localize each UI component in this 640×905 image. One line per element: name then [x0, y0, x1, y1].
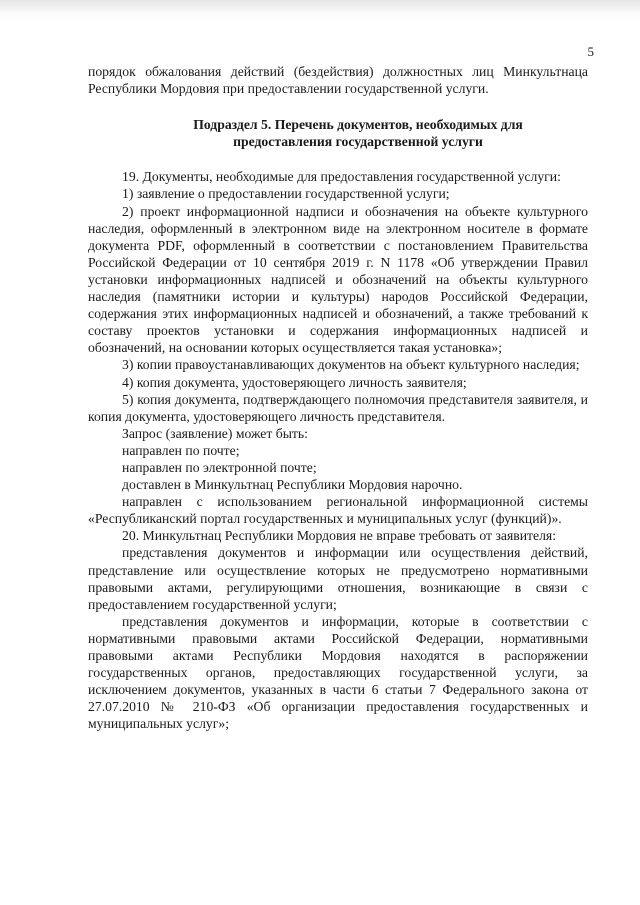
list-item-4: 4) копия документа, удостоверяющего личность заявителя;	[122, 374, 467, 390]
document-body	[88, 63, 588, 732]
page-number: 5	[587, 44, 594, 59]
list-item-5: 5) копия документа, подтверждающего полномочия представителя заявителя, и копия документа, удостоверяющего личность представителя.	[88, 391, 588, 424]
paragraph-20-item-2: представления документов и информации, которые в соответствии с нормативными правовыми актами Российской Федерации, нормативными правовыми актами Республики Мордовия находятся в распоряжении государственных органов, предоставляющих государственной услуги, за исключением документов, указанных в части 6 статьи 7 Федерального закона от 27.07.2010 № 210-ФЗ «Об организации предоставления государственных и муниципальных услуг»;	[88, 613, 588, 732]
delivery-option-portal: направлен с использованием региональной информационной системы «Республиканский портал государственных и муниципальных услуг (функций)».	[88, 494, 588, 527]
delivery-option-in-person: доставлен в Минкультнац Республики Мордовия нарочно.	[122, 477, 463, 493]
paragraph-19: 19. Документы, необходимые для предоставления государственной услуги:	[122, 169, 561, 185]
delivery-option-post: направлен по почте;	[122, 442, 240, 458]
subsection-heading-line-1: Подраздел 5. Перечень документов, необходимых для	[193, 117, 523, 133]
paragraph-request-may-be: Запрос (заявление) может быть:	[122, 425, 308, 441]
paragraph-20: 20. Минкультнац Республики Мордовия не вправе требовать от заявителя:	[122, 528, 557, 544]
list-item-3: 3) копии правоустанавливающих документов на объект культурного наследия;	[122, 357, 580, 373]
paragraph-appeal-procedure: порядок обжалования действий (бездействия) должностных лиц Минкультнаца Республики Мордовия при предоставлении государственной услуги.	[88, 64, 588, 97]
subsection-heading-line-2: предоставления государственной услуги	[233, 134, 483, 150]
list-item-2: 2) проект информационной надписи и обозначения на объекте культурного наследия, оформленный в электронном виде на электронном носителе в формате документа PDF, оформленный в соответствии с постановлением Правительства Российской Федерации от 10 сентября 2019 г. N 1178 «Об утверждении Правил установки информационных надписей и обозначений на объекты культурного наследия (памятники истории и культуры) народов Российской Федерации, содержания этих информационных надписей и обозначений, а также требований к составу проектов установки и содержания информационных надписей и обозначений, на основании которых осуществляется такая установка»;	[88, 203, 588, 356]
paragraph-20-item-1: представления документов и информации или осуществления действий, представление или осуществление которых не предусмотрено нормативными правовыми актами, регулирующими отношения, возникающие в связи с предоставлением государственной услуги;	[88, 545, 588, 612]
delivery-option-email: направлен по электронной почте;	[122, 459, 317, 475]
scan-shadow	[0, 0, 640, 22]
subsection-heading	[88, 116, 588, 150]
list-item-1: 1) заявление о предоставлении государственной услуги;	[122, 186, 450, 202]
